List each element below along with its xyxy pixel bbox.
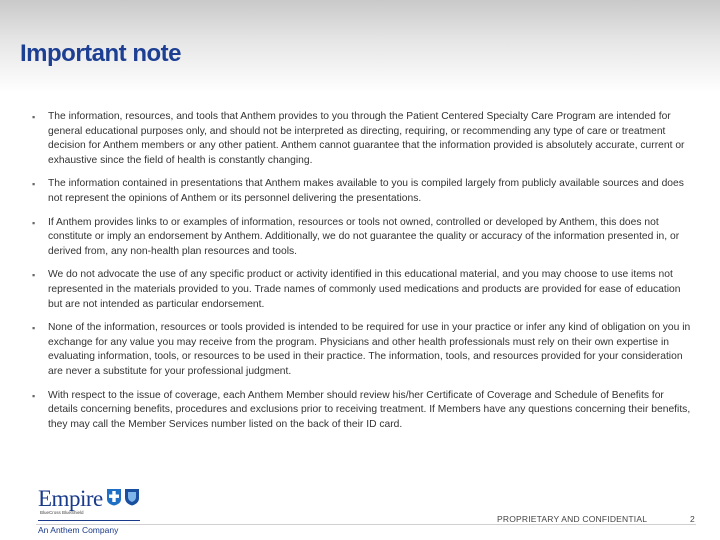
logo-subline: An Anthem Company (38, 525, 119, 535)
logo-wordmark: Empire (38, 486, 103, 511)
blue-shield-icon (124, 488, 140, 506)
list-item (30, 268, 695, 312)
list-item (30, 110, 695, 168)
bullet-icon: ▪ (32, 323, 36, 334)
page-number: 2 (690, 514, 695, 524)
list-item (30, 177, 695, 206)
bullet-text: We do not advocate the use of any specific product or activity identified in this educational material, and you may choose to use items not represented in the materials provided to you. Trade names of commonly used medications and products are provided for ease of education but are not intended as particular endorsement. (48, 269, 681, 310)
bullet-text: With respect to the issue of coverage, each Anthem Member should review his/her Certificate of Coverage and Schedule of Benefits for details concerning benefits, procedures and exclusions prior to receiving treatment. If Members have any questions concerning their benefits, they may call the Member Services number listed on the back of their ID card. (48, 389, 691, 430)
list-item (30, 389, 695, 433)
footer-divider (36, 524, 696, 525)
empire-logo (38, 486, 148, 538)
logo-tagline: BlueCross BlueShield (40, 510, 84, 515)
bullet-icon: ▪ (32, 390, 36, 401)
bullet-text: The information, resources, and tools that Anthem provides to you through the Patient Centered Specialty Care Program are intended for general educational purposes only, and should not be interpreted as directing, requiring, or recommending any type of care or treatment decision for Anthem members or any other patient. Anthem cannot guarantee that the information provided is absolutely accurate, current or exhaustive since the field of health is constantly changing. (48, 111, 685, 166)
bullet-list (30, 110, 695, 441)
logo-divider (38, 520, 140, 521)
bullet-icon: ▪ (32, 270, 36, 281)
blue-cross-icon (106, 488, 122, 506)
bullet-icon: ▪ (32, 217, 36, 228)
bullet-icon: ▪ (32, 179, 36, 190)
confidential-label: PROPRIETARY AND CONFIDENTIAL (497, 514, 648, 524)
page-title: Important note (20, 40, 181, 67)
bullet-text: None of the information, resources or tools provided is intended to be required for use in your practice or infer any kind of obligation on you in exchange for any value you may receive from the program. Physicians and other health professionals must rely on their own expertise in evaluating information, tools, or resources to be used in their practice. The information, tools, and resources provided for your consideration are never a substitute for your professional judgment. (48, 322, 691, 377)
list-item (30, 321, 695, 379)
bullet-text: If Anthem provides links to or examples of information, resources or tools not owned, controlled or developed by Anthem, this does not constitute or imply an endorsement by Anthem. Additionally, we do not guarantee the quality or accuracy of the information presented in, or derived from, any non-health plan resources and tools. (48, 216, 680, 257)
bullet-text: The information contained in presentations that Anthem makes available to you is compiled largely from publicly available sources and does not represent the opinions of Anthem or its personnel delivering the presentations. (48, 178, 684, 204)
list-item (30, 216, 695, 260)
bullet-icon: ▪ (32, 112, 36, 122)
